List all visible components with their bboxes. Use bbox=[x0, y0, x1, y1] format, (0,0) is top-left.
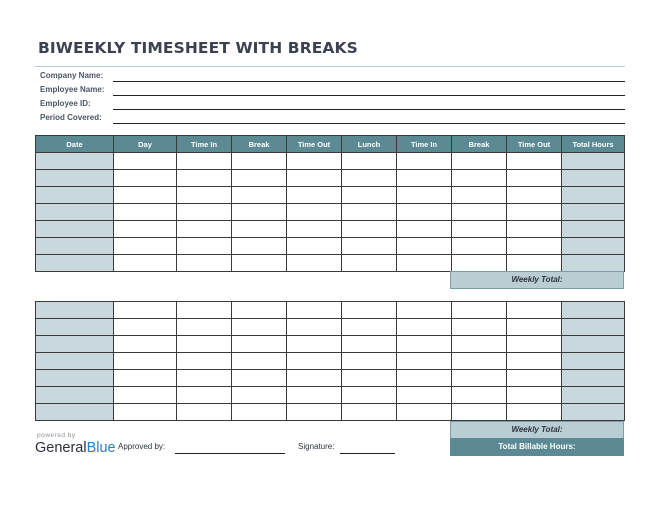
column-header: Time In bbox=[177, 136, 232, 153]
employee-id-line[interactable] bbox=[113, 109, 625, 110]
employee-name-line[interactable] bbox=[113, 95, 625, 96]
week-1-cell[interactable] bbox=[452, 204, 507, 221]
week-2-cell[interactable] bbox=[507, 370, 562, 387]
week-2-cell[interactable] bbox=[232, 302, 287, 319]
week-1-cell[interactable] bbox=[397, 238, 452, 255]
company-name-label: Company Name: bbox=[40, 71, 104, 80]
week-2-cell[interactable] bbox=[397, 353, 452, 370]
week-2-cell[interactable] bbox=[507, 353, 562, 370]
week-2-cell[interactable] bbox=[36, 404, 114, 421]
week-2-cell[interactable] bbox=[232, 387, 287, 404]
week-1-cell[interactable] bbox=[177, 238, 232, 255]
week-2-cell[interactable] bbox=[342, 302, 397, 319]
week-1-cell[interactable] bbox=[342, 238, 397, 255]
table-row bbox=[36, 238, 625, 255]
week-1-cell[interactable] bbox=[397, 221, 452, 238]
week-1-cell[interactable] bbox=[287, 221, 342, 238]
week-1-cell[interactable] bbox=[507, 187, 562, 204]
week-1-cell[interactable] bbox=[452, 170, 507, 187]
column-header: Break bbox=[452, 136, 507, 153]
week-2-cell[interactable] bbox=[114, 370, 177, 387]
table-row bbox=[36, 319, 625, 336]
week-2-cell[interactable] bbox=[287, 353, 342, 370]
week-2-cell[interactable] bbox=[452, 302, 507, 319]
column-header: Total Hours bbox=[562, 136, 625, 153]
column-header: Time Out bbox=[287, 136, 342, 153]
employee-name-label: Employee Name: bbox=[40, 85, 105, 94]
week-1-cell[interactable] bbox=[507, 204, 562, 221]
week-2-cell[interactable] bbox=[36, 336, 114, 353]
week-2-cell[interactable] bbox=[507, 336, 562, 353]
table-row bbox=[36, 404, 625, 421]
week-1-cell[interactable] bbox=[452, 153, 507, 170]
week-2-cell[interactable] bbox=[342, 353, 397, 370]
week-2-cell[interactable] bbox=[452, 353, 507, 370]
week-1-cell[interactable] bbox=[397, 255, 452, 272]
week-2-cell[interactable] bbox=[342, 404, 397, 421]
week-2-cell[interactable] bbox=[177, 387, 232, 404]
week-2-cell[interactable] bbox=[562, 302, 625, 319]
week-2-cell[interactable] bbox=[562, 319, 625, 336]
table-row bbox=[36, 387, 625, 404]
week-1-cell[interactable] bbox=[232, 238, 287, 255]
week-1-cell[interactable] bbox=[562, 221, 625, 238]
week-2-cell[interactable] bbox=[452, 336, 507, 353]
week-2-cell[interactable] bbox=[114, 336, 177, 353]
week-1-cell[interactable] bbox=[507, 170, 562, 187]
week-2-cell[interactable] bbox=[287, 404, 342, 421]
week-2-cell[interactable] bbox=[36, 353, 114, 370]
week-2-cell[interactable] bbox=[114, 319, 177, 336]
week-1-cell[interactable] bbox=[452, 187, 507, 204]
week-1-cell[interactable] bbox=[452, 255, 507, 272]
week-2-cell[interactable] bbox=[397, 370, 452, 387]
week-1-cell[interactable] bbox=[562, 187, 625, 204]
table-row bbox=[36, 204, 625, 221]
week-2-cell[interactable] bbox=[177, 319, 232, 336]
table-row bbox=[36, 170, 625, 187]
week-2-cell[interactable] bbox=[562, 387, 625, 404]
column-header: Date bbox=[36, 136, 114, 153]
week-1-cell[interactable] bbox=[177, 153, 232, 170]
week-1-cell[interactable] bbox=[177, 170, 232, 187]
table-row bbox=[36, 153, 625, 170]
week-1-cell[interactable] bbox=[397, 170, 452, 187]
week-2-cell[interactable] bbox=[397, 302, 452, 319]
table-row bbox=[36, 370, 625, 387]
signature-label: Signature: bbox=[298, 442, 335, 451]
week-1-cell[interactable] bbox=[562, 255, 625, 272]
week-2-cell[interactable] bbox=[177, 336, 232, 353]
week-2-cell[interactable] bbox=[397, 404, 452, 421]
week-2-cell[interactable] bbox=[232, 370, 287, 387]
week-2-cell[interactable] bbox=[342, 387, 397, 404]
week-2-cell[interactable] bbox=[287, 370, 342, 387]
period-covered-label: Period Covered: bbox=[40, 113, 102, 122]
week-2-cell[interactable] bbox=[177, 302, 232, 319]
week-1-cell[interactable] bbox=[287, 187, 342, 204]
week-1-cell[interactable] bbox=[36, 221, 114, 238]
week-2-cell[interactable] bbox=[232, 336, 287, 353]
week-1-cell[interactable] bbox=[36, 170, 114, 187]
week-2-cell[interactable] bbox=[232, 353, 287, 370]
week-1-cell[interactable] bbox=[562, 153, 625, 170]
week-1-cell[interactable] bbox=[232, 204, 287, 221]
week-1-cell[interactable] bbox=[342, 204, 397, 221]
week-1-cell[interactable] bbox=[287, 170, 342, 187]
week-1-cell[interactable] bbox=[114, 187, 177, 204]
week-2-cell[interactable] bbox=[397, 336, 452, 353]
column-header: Day bbox=[114, 136, 177, 153]
week-2-cell[interactable] bbox=[507, 387, 562, 404]
week-2-cell[interactable] bbox=[507, 404, 562, 421]
week-1-cell[interactable] bbox=[507, 221, 562, 238]
week-2-cell[interactable] bbox=[562, 404, 625, 421]
employee-id-label: Employee ID: bbox=[40, 99, 91, 108]
table-row bbox=[36, 353, 625, 370]
week-1-cell[interactable] bbox=[114, 204, 177, 221]
week-2-cell[interactable] bbox=[452, 387, 507, 404]
week-2-cell[interactable] bbox=[114, 387, 177, 404]
page-title: BIWEEKLY TIMESHEET WITH BREAKS bbox=[38, 39, 358, 57]
week-2-cell[interactable] bbox=[562, 336, 625, 353]
week-1-cell[interactable] bbox=[507, 238, 562, 255]
week-1-cell[interactable] bbox=[114, 238, 177, 255]
week-2-cell[interactable] bbox=[177, 370, 232, 387]
week-1-cell[interactable] bbox=[287, 204, 342, 221]
week-1-cell[interactable] bbox=[177, 221, 232, 238]
total-billable-hours-label: Total Billable Hours: bbox=[450, 438, 624, 456]
week-1-cell[interactable] bbox=[232, 255, 287, 272]
week-1-cell[interactable] bbox=[342, 170, 397, 187]
week-2-cell[interactable] bbox=[177, 404, 232, 421]
week-2-cell[interactable] bbox=[452, 319, 507, 336]
table-row bbox=[36, 336, 625, 353]
week-1-cell[interactable] bbox=[177, 204, 232, 221]
week-1-cell[interactable] bbox=[397, 204, 452, 221]
week-1-cell[interactable] bbox=[397, 153, 452, 170]
table-row bbox=[36, 187, 625, 204]
weekly-total-label-1: Weekly Total: bbox=[450, 271, 624, 289]
table-row bbox=[36, 255, 625, 272]
week-1-cell[interactable] bbox=[177, 255, 232, 272]
week-1-cell[interactable] bbox=[36, 255, 114, 272]
week-2-cell[interactable] bbox=[232, 404, 287, 421]
week-1-table bbox=[35, 135, 625, 272]
week-2-cell[interactable] bbox=[507, 319, 562, 336]
week-2-cell[interactable] bbox=[114, 302, 177, 319]
week-1-cell[interactable] bbox=[36, 153, 114, 170]
column-header: Time In bbox=[397, 136, 452, 153]
week-2-cell[interactable] bbox=[177, 353, 232, 370]
week-2-cell[interactable] bbox=[342, 336, 397, 353]
week-1-cell[interactable] bbox=[562, 204, 625, 221]
week-1-cell[interactable] bbox=[36, 238, 114, 255]
week-1-cell[interactable] bbox=[114, 153, 177, 170]
week-2-cell[interactable] bbox=[287, 319, 342, 336]
title-divider bbox=[35, 66, 625, 67]
week-1-cell[interactable] bbox=[36, 187, 114, 204]
generalblue-logo[interactable] bbox=[35, 440, 116, 456]
week-2-cell[interactable] bbox=[562, 370, 625, 387]
week-2-cell[interactable] bbox=[507, 302, 562, 319]
week-1-cell[interactable] bbox=[342, 255, 397, 272]
week-1-cell[interactable] bbox=[342, 153, 397, 170]
week-2-cell[interactable] bbox=[452, 404, 507, 421]
week-1-cell[interactable] bbox=[177, 187, 232, 204]
table-row bbox=[36, 221, 625, 238]
week-2-cell[interactable] bbox=[36, 370, 114, 387]
week-2-cell[interactable] bbox=[114, 353, 177, 370]
week-1-cell[interactable] bbox=[114, 221, 177, 238]
week-1-cell[interactable] bbox=[114, 255, 177, 272]
approved-by-label: Approved by: bbox=[118, 442, 166, 451]
week-1-cell[interactable] bbox=[452, 238, 507, 255]
week-2-cell[interactable] bbox=[36, 319, 114, 336]
week-2-cell[interactable] bbox=[397, 319, 452, 336]
week-1-cell[interactable] bbox=[36, 204, 114, 221]
week-1-cell[interactable] bbox=[232, 187, 287, 204]
week-2-table bbox=[35, 301, 625, 421]
week-1-cell[interactable] bbox=[342, 221, 397, 238]
week-2-cell[interactable] bbox=[562, 353, 625, 370]
week-1-cell[interactable] bbox=[562, 170, 625, 187]
logo-general-text: General bbox=[35, 440, 87, 456]
week-1-cell[interactable] bbox=[287, 255, 342, 272]
approved-by-line[interactable] bbox=[175, 453, 285, 454]
period-covered-line[interactable] bbox=[113, 123, 625, 124]
week-1-cell[interactable] bbox=[287, 153, 342, 170]
week-2-cell[interactable] bbox=[342, 370, 397, 387]
week-2-cell[interactable] bbox=[397, 387, 452, 404]
table-row bbox=[36, 302, 625, 319]
column-header: Break bbox=[232, 136, 287, 153]
week-2-cell[interactable] bbox=[287, 336, 342, 353]
week-1-cell[interactable] bbox=[232, 221, 287, 238]
weekly-total-label-2: Weekly Total: bbox=[450, 421, 624, 439]
week-1-cell[interactable] bbox=[397, 187, 452, 204]
week-1-cell[interactable] bbox=[232, 153, 287, 170]
week-1-cell[interactable] bbox=[507, 255, 562, 272]
week-1-cell[interactable] bbox=[342, 187, 397, 204]
week-2-cell[interactable] bbox=[287, 302, 342, 319]
week-1-cell[interactable] bbox=[287, 238, 342, 255]
week-2-cell[interactable] bbox=[114, 404, 177, 421]
week-1-cell[interactable] bbox=[507, 153, 562, 170]
week-1-cell[interactable] bbox=[114, 170, 177, 187]
week-1-cell[interactable] bbox=[452, 221, 507, 238]
week-2-cell[interactable] bbox=[452, 370, 507, 387]
week-1-cell[interactable] bbox=[232, 170, 287, 187]
column-header: Time Out bbox=[507, 136, 562, 153]
week-2-cell[interactable] bbox=[36, 302, 114, 319]
week-2-cell[interactable] bbox=[342, 319, 397, 336]
week-2-cell[interactable] bbox=[287, 387, 342, 404]
company-name-line[interactable] bbox=[113, 81, 625, 82]
week-2-cell[interactable] bbox=[232, 319, 287, 336]
week-1-cell[interactable] bbox=[562, 238, 625, 255]
powered-by-text: powered by bbox=[37, 432, 76, 439]
logo-blue-text: Blue bbox=[86, 440, 116, 456]
signature-line[interactable] bbox=[340, 453, 395, 454]
week-2-cell[interactable] bbox=[36, 387, 114, 404]
column-header: Lunch bbox=[342, 136, 397, 153]
